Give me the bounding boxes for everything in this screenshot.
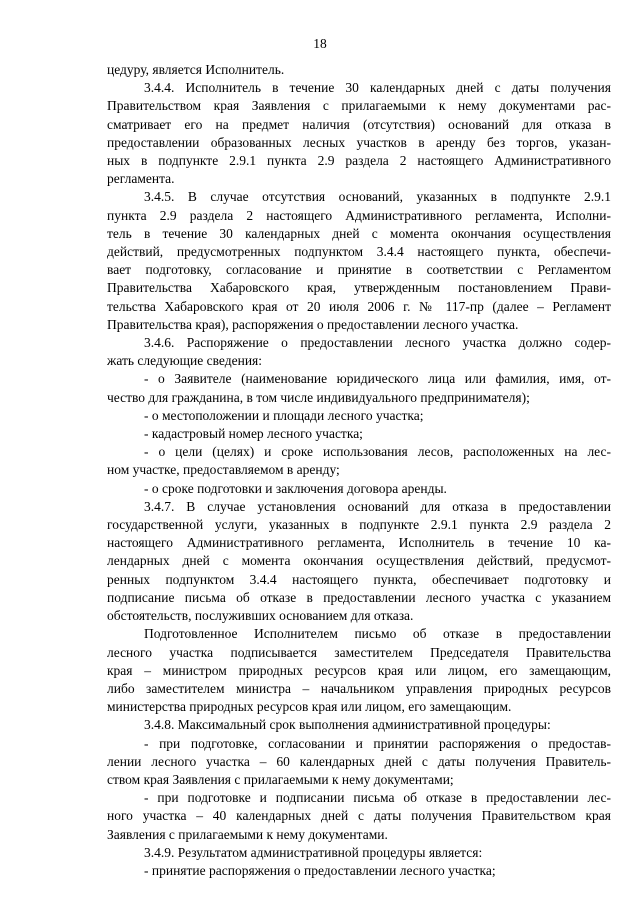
text-line: 3.4.4. Исполнитель в течение 30 календарных дней с даты получения — [144, 80, 611, 96]
text-line: предоставлении образованных лесных участков в аренду без торгов, указан- — [107, 134, 611, 150]
text-line: тельства Хабаровского края от 20 июля 2006 г. № 117-пр (далее – Регламент — [107, 298, 611, 314]
text-line: - при подготовке, согласовании и принятии распоряжения о предостав- — [144, 735, 611, 751]
text-line: настоящего Административного регламента, Исполнитель в течение 10 ка- — [107, 535, 611, 551]
text-line: ного участка – 40 календарных дней с даты получения Правительством края — [107, 808, 611, 824]
text-line: обстоятельств, послуживших основанием для отказа. — [107, 608, 414, 624]
text-line: Правительством края Заявления с прилагаемыми к нему документами рас- — [107, 98, 611, 114]
text-line: тель в течение 30 календарных дней с момента окончания осуществления — [107, 225, 611, 241]
text-line: 3.4.9. Результатом административной процедуры является: — [144, 844, 483, 860]
page-number: 18 — [313, 36, 327, 51]
document-body — [107, 61, 611, 880]
text-line: лесного участка подписывается заместителем Председателя Правительства — [107, 644, 611, 660]
text-line: ренных подпунктом 3.4.4 настоящего пункта, обеспечивает подготовку и — [107, 571, 611, 587]
text-line: сматривает его на предмет наличия (отсутствия) оснований для отказа в — [107, 116, 611, 132]
text-line: ством края Заявления с прилагаемыми к нему документами; — [107, 771, 454, 787]
text-line: 3.4.8. Максимальный срок выполнения административной процедуры: — [144, 717, 551, 733]
text-line: 3.4.7. В случае установления оснований для отказа в предоставлении — [144, 498, 611, 514]
text-line: действий, предусмотренных подпунктом 3.4.4 настоящего пункта, обеспечи- — [107, 244, 611, 260]
text-line: 3.4.5. В случае отсутствия оснований, указанных в подпункте 2.9.1 — [144, 189, 611, 205]
text-line: - кадастровый номер лесного участка; — [144, 426, 363, 442]
text-line: Заявления с прилагаемыми к нему документами. — [107, 826, 388, 842]
text-line: - о местоположении и площади лесного участка; — [144, 407, 424, 423]
text-line: лении лесного участка – 60 календарных дней с даты получения Правитель- — [107, 753, 611, 769]
text-line: ном участке, предоставляемом в аренду; — [107, 462, 340, 478]
text-line: цедуру, является Исполнитель. — [107, 62, 285, 77]
text-line: Подготовленное Исполнителем письмо об отказе в предоставлении — [144, 626, 611, 642]
text-line: жать следующие сведения: — [107, 353, 263, 369]
text-line: регламента. — [107, 171, 175, 187]
text-line: - при подготовке и подписании письма об отказе в предоставлении лес- — [144, 790, 611, 806]
text-line: вает подготовку, согласование и принятие в соответствии с Регламентом — [107, 262, 611, 278]
text-line: государственной услуги, указанных в подпункте 2.9.1 пункта 2.9 раздела 2 — [107, 517, 611, 533]
text-line: пункта 2.9 раздела 2 настоящего Административного регламента, Исполни- — [107, 207, 611, 223]
text-line: - принятие распоряжения о предоставлении лесного участка; — [144, 862, 496, 878]
text-line: Правительства края), распоряжения о предоставлении лесного участка. — [107, 316, 519, 332]
text-line: министерства природных ресурсов края или лицом, его замещающим. — [107, 699, 512, 715]
text-line: - о цели (целях) и сроке использования лесов, расположенных на лес- — [144, 444, 611, 460]
text-line: ных в подпункте 2.9.1 пункта 2.9 раздела 2 настоящего Административного — [107, 153, 611, 169]
text-line: 3.4.6. Распоряжение о предоставлении лесного участка должно содер- — [144, 335, 611, 351]
text-line: Правительства Хабаровского края, утвержденным постановлением Прави- — [107, 280, 611, 296]
text-line: чество для гражданина, в том числе индивидуального предпринимателя); — [107, 389, 530, 405]
text-line: - о сроке подготовки и заключения договора аренды. — [144, 480, 447, 496]
text-line: края – министром природных ресурсов края или лицом, его замещающим, — [107, 662, 611, 678]
text-line: - о Заявителе (наименование юридического лица или фамилия, имя, от- — [144, 371, 611, 387]
text-line: либо заместителем министра – начальником управления природных ресурсов — [107, 680, 611, 696]
text-line: лендарных дней с момента окончания осуществления действий, предусмот- — [107, 553, 611, 569]
text-line: подписание письма об отказе в предоставлении лесного участка с указанием — [107, 589, 611, 605]
